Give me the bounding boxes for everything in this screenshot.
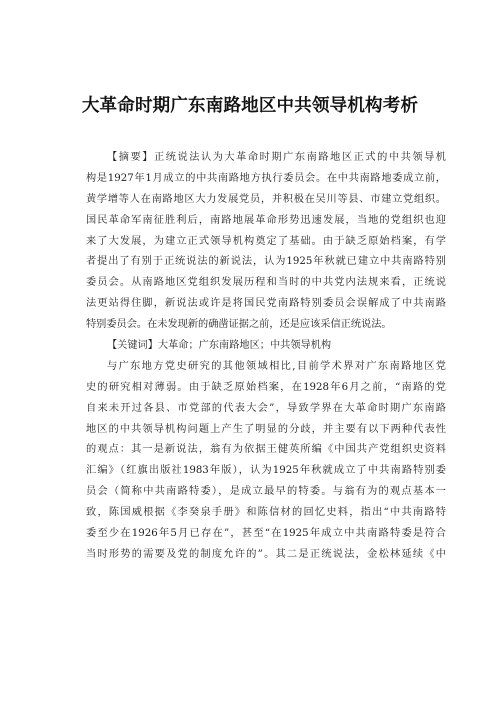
abstract-line: 特别委员会。在未发现新的确凿证据之前，还是应该采信正统说法。 [86, 319, 392, 331]
document-title: 大革命时期广东南路地区中共领导机构考析 [81, 96, 419, 116]
body-line: 史的研究相对薄弱。由于缺乏原始档案，在1928年6月之前，“南路的党 [86, 381, 446, 393]
abstract-line: 来了大发展，为建立正式领导机构奠定了基础。由于缺乏原始档案，有学 [86, 235, 446, 247]
body-line: 的观点：其一是新说法，翁有为依据王健英所编《中国共产党组织史资料 [86, 444, 446, 456]
keywords-line: 【关键词】大革命；广东南路地区；中共领导机构 [107, 340, 332, 352]
body-line: 与广东地方党史研究的其他领域相比,目前学术界对广东南路地区党 [107, 360, 446, 372]
body-line: 汇编》（红旗出版社1983年版），认为1925年秋就成立了中共南路特别委 [86, 465, 446, 477]
abstract-line: 构是1927年1月成立的中共南路地方执行委员会。在中共南路地委成立前， [86, 172, 446, 184]
abstract-line: 国民革命军南征胜利后，南路地展革命形势迅速发展，当地的党组织也迎 [86, 214, 446, 226]
body-line: 员会（简称中共南路特委），是成立最早的特委。与翁有为的观点基本一 [86, 486, 446, 498]
body-line: 当时形势的需要及党的制度允许的”。其二是正统说法，金松林延续《中 [86, 548, 446, 560]
body-line: 地区的中共领导机构问题上产生了明显的分歧，并主要有以下两种代表性 [86, 423, 446, 435]
body-line: 致，陈国威根据《李癸泉手册》和陈信材的回忆史料，指出“中共南路特 [86, 507, 446, 519]
abstract-line: 【摘要】正统说法认为大革命时期广东南路地区正式的中共领导机 [107, 152, 446, 163]
body-line: 委至少在1926年5月已存在”，甚至“在1925年成立中共南路特委是符合 [86, 528, 446, 540]
body-line: 自来未开过各县、市党部的代表大会”，导致学界在大革命时期广东南路 [86, 402, 446, 414]
abstract-line: 委员会。从南路地区党组织发展历程和当时的中共党内法规来看，正统说 [86, 277, 446, 289]
abstract-line: 黄学增等人在南路地区大力发展党员，并积极在吴川等县、市建立党组织。 [86, 193, 446, 205]
abstract-line: 者提出了有别于正统说法的新说法，认为1925年秋就已建立中共南路特别 [86, 256, 446, 268]
document-body [86, 148, 446, 566]
abstract-line: 法更站得住脚，新说法或许是将国民党南路特别委员会误解成了中共南路 [86, 298, 446, 310]
